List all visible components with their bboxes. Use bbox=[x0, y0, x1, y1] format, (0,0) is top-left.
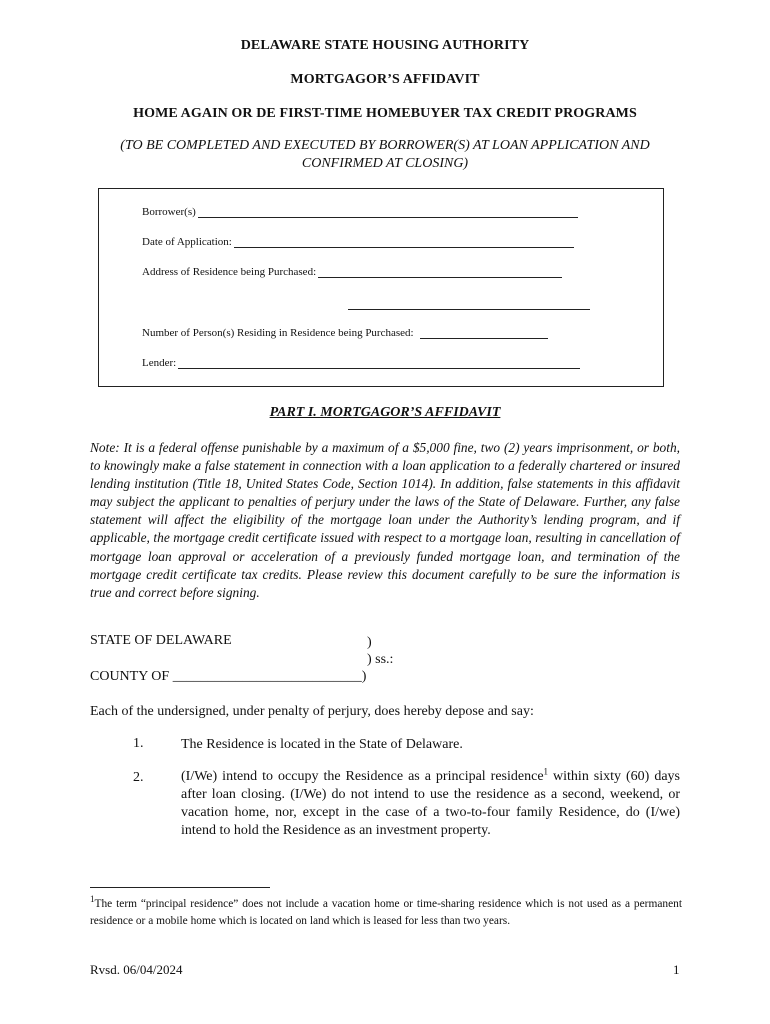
date-of-application-label: Date of Application: bbox=[142, 236, 232, 248]
footnote bbox=[90, 896, 682, 930]
date-of-application-field[interactable] bbox=[142, 236, 574, 248]
item-1-text: The Residence is located in the State of Delaware. bbox=[181, 737, 463, 752]
instruction-line-2: CONFIRMED AT CLOSING) bbox=[301, 156, 469, 171]
lender-field[interactable] bbox=[142, 357, 580, 369]
page-number: 1 bbox=[673, 962, 680, 977]
venue-paren-ss: ) ss.: bbox=[367, 652, 394, 667]
deposition-statement: Each of the undersigned, under penalty of perjury, does hereby depose and say: bbox=[90, 704, 534, 719]
instruction-line-1: (TO BE COMPLETED AND EXECUTED BY BORROWER(S) AT LOAN APPLICATION AND bbox=[120, 138, 650, 153]
footnote-divider bbox=[90, 887, 270, 888]
revision-date: Rvsd. 06/04/2024 bbox=[90, 962, 183, 977]
persons-residing-label: Number of Person(s) Residing in Residence being Purchased: bbox=[142, 327, 414, 339]
program-title: HOME AGAIN OR DE FIRST-TIME HOMEBUYER TAX CREDIT PROGRAMS bbox=[133, 106, 637, 121]
address-field-line-2[interactable] bbox=[346, 298, 590, 310]
agency-title: DELAWARE STATE HOUSING AUTHORITY bbox=[240, 38, 530, 53]
borrowers-line[interactable] bbox=[198, 206, 578, 218]
document-title: MORTGAGOR’S AFFIDAVIT bbox=[290, 72, 480, 87]
footnote-marker: 1 bbox=[90, 894, 95, 905]
venue-county: COUNTY OF ___________________________) bbox=[90, 669, 367, 684]
item-1-number: 1. bbox=[133, 736, 144, 751]
date-of-application-line[interactable] bbox=[234, 236, 574, 248]
penalty-note: Note: It is a federal offense punishable by a maximum of a $5,000 fine, two (2) years imprisonment, or both, to knowingly make a false statement in connection with a loan application to a federally chartered or insured lending institution (Title 18, United States Code, Section 1014). In addition, false statements in this affidavit may subject the applicant to penalties of perjury under the laws of the State of Delaware. Further, any false statement will affect the eligibility of the mortgage loan under the Authority’s lending program, and if applicable, the mortgage credit certificate issued with respect to a mortgage loan, resulting in cancellation of mortgage loan approval or acceleration of a previously funded mortgage loan, and termination of the mortgage credit certificate tax credits. Please review this document carefully to be sure the information is true and correct before signing. bbox=[90, 440, 680, 600]
borrowers-label: Borrower(s) bbox=[142, 206, 196, 218]
address-field[interactable] bbox=[142, 266, 562, 278]
item-2-text-end: within sixty (60) days after loan closing. (I/We) do not intend to use the residence as a second, weekend, or vacation home, nor, except in the case of a two-to-four family Residence, do (I/we) intend to hold the Residence as an investment property. bbox=[181, 769, 681, 838]
address-line-2[interactable] bbox=[348, 298, 590, 310]
footnote-reference: 1 bbox=[543, 766, 549, 777]
footnote-text: The term “principal residence” does not include a vacation home or time-sharing residence which is not used as a permanent residence or a mobile home which is located on land which is leased for less than two years. bbox=[90, 898, 682, 927]
address-label: Address of Residence being Purchased: bbox=[142, 266, 317, 278]
item-2-text bbox=[181, 768, 680, 840]
item-2-text-start: (I/We) intend to occupy the Residence as a principal residence bbox=[181, 769, 544, 784]
lender-label: Lender: bbox=[142, 357, 177, 369]
persons-residing-field[interactable] bbox=[142, 327, 548, 339]
lender-line[interactable] bbox=[178, 357, 580, 369]
borrowers-field[interactable] bbox=[142, 206, 578, 218]
part-1-title: PART I. MORTGAGOR’S AFFIDAVIT bbox=[269, 405, 501, 420]
address-line-1[interactable] bbox=[318, 266, 562, 278]
venue-state: STATE OF DELAWARE bbox=[90, 633, 232, 648]
item-2-number: 2. bbox=[133, 770, 144, 785]
persons-residing-line[interactable] bbox=[420, 327, 548, 339]
venue-paren-1: ) bbox=[367, 635, 372, 650]
